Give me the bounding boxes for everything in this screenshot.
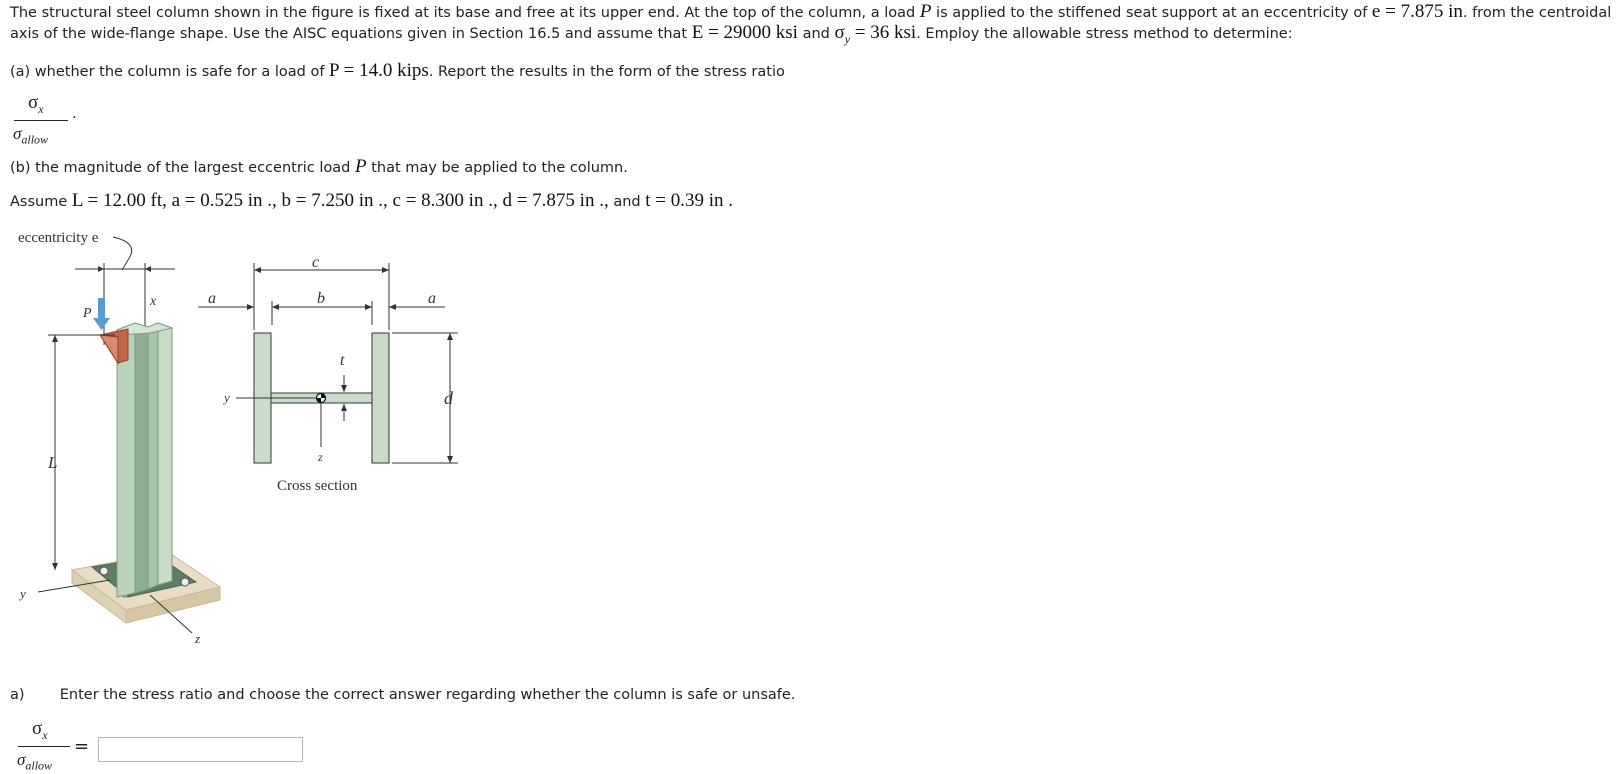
x-axis-label: x	[150, 294, 157, 309]
b-label: b	[317, 290, 325, 307]
load-label: P	[83, 306, 92, 321]
part-a-text-2: . Report the results in the form of the stress ratio	[428, 64, 785, 80]
answer-ratio-numerator: $\sigma_x$	[32, 718, 48, 742]
modulus-expression: E = 29000 ksi	[691, 22, 798, 43]
assume-label: Assume	[10, 194, 68, 210]
a-left-label: a	[208, 290, 216, 307]
sigma-y-subscript: y	[844, 31, 851, 46]
intro-text-4: centroidal axis of the wide-flange shape. Use the AISC equations given in Section 16.5 and assume that	[10, 5, 1612, 42]
intro-text-1: The structural steel column shown in the figure is fixed at its base and free at its upper end. At the top of the column, a load	[10, 5, 916, 21]
cross-section-caption: Cross section	[277, 478, 358, 494]
d-label: d	[444, 388, 453, 408]
answer-fraction-bar	[18, 746, 70, 747]
intro-text-3: from the	[1472, 5, 1535, 21]
eccentricity-expression: e = 7.875 in	[1371, 1, 1463, 22]
column-figure	[0, 225, 470, 670]
stress-ratio-input[interactable]	[98, 737, 303, 762]
ratio-period: .	[72, 106, 77, 122]
part-b-text-1: (b) the magnitude of the largest eccentric load	[10, 160, 351, 176]
part-b-question	[10, 156, 628, 178]
part-b-text-2: that may be applied to the column.	[371, 160, 628, 176]
answer-ratio-denominator: $\sigma_{allow}$	[17, 750, 53, 773]
load-symbol: P	[919, 1, 932, 22]
fraction-bar	[14, 120, 68, 121]
yield-stress-expression	[834, 22, 917, 46]
ratio-denominator: $\sigma_{allow}$	[13, 124, 49, 147]
answer-part-label: a)	[10, 687, 25, 703]
section-z-label: z	[318, 450, 323, 464]
part-a-text-1: (a) whether the column is safe for a load of	[10, 64, 325, 80]
given-values	[10, 190, 733, 212]
length-label: L	[48, 453, 58, 472]
eccentricity-label: eccentricity e	[18, 230, 99, 246]
t-label: t	[340, 352, 345, 369]
answer-instruction: Enter the stress ratio and choose the correct answer regarding whether the column is safe or unsafe.	[59, 687, 796, 703]
thickness-expression: t = 0.39 in .	[645, 190, 733, 211]
a-right-label: a	[428, 290, 436, 307]
intro-text-2: is applied to the stiffened seat support at an eccentricity of	[936, 5, 1368, 21]
section-y-label: y	[224, 390, 230, 405]
assume-and: and	[613, 194, 641, 210]
sigma-y-symbol: σ	[834, 22, 845, 43]
answer-instruction-row	[10, 687, 795, 703]
sigma-y-value: = 36 ksi	[854, 22, 917, 43]
c-label: c	[312, 254, 320, 271]
y-axis-label: y	[20, 586, 26, 601]
z-axis-label: z	[195, 631, 201, 646]
intro-text-6: . Employ the allowable stress method to determine:	[916, 26, 1293, 42]
problem-statement	[10, 2, 1615, 49]
part-b-load-symbol: P	[355, 156, 367, 177]
dimensions-expression: L = 12.00 ft, a = 0.525 in ., b = 7.250 in ., c = 8.300 in ., d = 7.875 in .,	[71, 190, 609, 211]
eccentricity-dot: .	[1462, 5, 1468, 21]
part-a-load-expression: P = 14.0 kips	[329, 60, 429, 81]
ratio-numerator: $\sigma_x$	[28, 92, 44, 116]
equals-sign: =	[74, 736, 90, 757]
intro-text-5: and	[802, 26, 830, 42]
stress-ratio-fraction	[10, 92, 80, 147]
part-a-question	[10, 60, 785, 82]
